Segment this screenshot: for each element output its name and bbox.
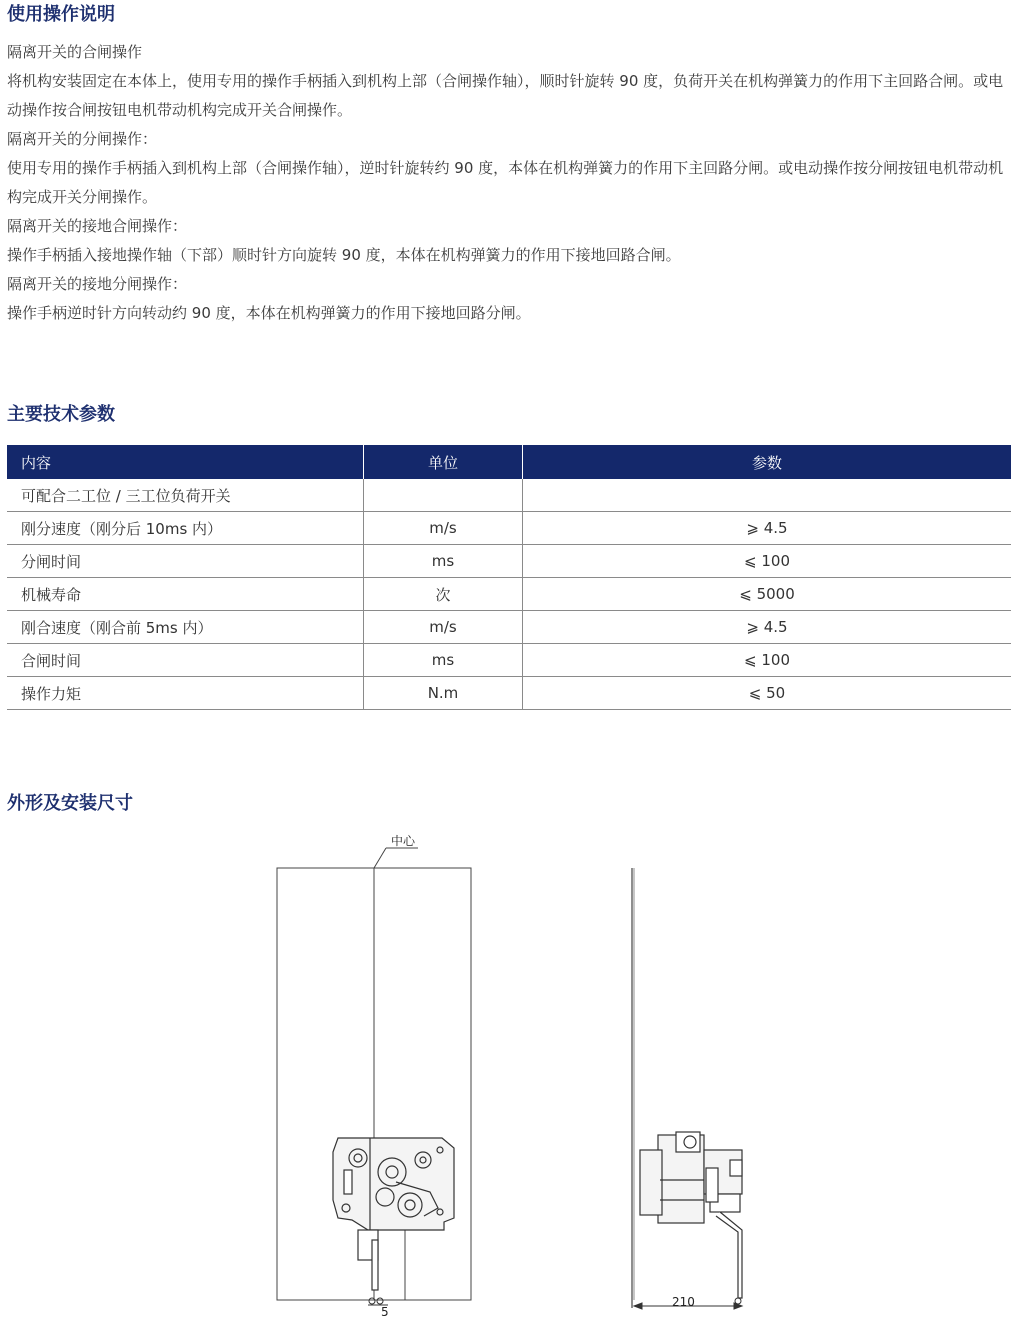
params-title: 主要技术参数 [7, 404, 115, 425]
cell-unit: 次 [364, 578, 523, 611]
cell-unit: N.m [364, 677, 523, 710]
header-content: 内容 [7, 445, 364, 479]
front-mechanism [333, 1138, 454, 1290]
header-value: 参数 [523, 445, 1012, 479]
cell-value: ⩽ 100 [523, 545, 1012, 578]
params-table [7, 445, 1011, 710]
dim-side-label: 210 [672, 1295, 695, 1309]
cell-unit [364, 479, 523, 512]
table-row [7, 512, 1011, 545]
dimensions-title: 外形及安装尺寸 [7, 793, 133, 814]
cell-content: 操作力矩 [7, 677, 364, 710]
cell-value: ⩾ 4.5 [523, 611, 1012, 644]
table-row [7, 644, 1011, 677]
usage-line: 将机构安装固定在本体上，使用专用的操作手柄插入到机构上部（合闸操作轴），顺时针旋转 90 度，负荷开关在机构弹簧力的作用下主回路合闸。或电动操作按合闸按钮电机带动机构完成开关合闸操作。 [7, 72, 1004, 119]
center-leader [374, 848, 386, 868]
table-row [7, 578, 1011, 611]
cell-content: 合闸时间 [7, 644, 364, 677]
table-row [7, 479, 1011, 512]
cell-unit: m/s [364, 611, 523, 644]
table-row [7, 611, 1011, 644]
usage-line: 隔离开关的接地分闸操作： [7, 275, 188, 293]
usage-line: 使用专用的操作手柄插入到机构上部（合闸操作轴），逆时针旋转约 90 度，本体在机构弹簧力的作用下主回路分闸。或电动操作按分闸按钮电机带动机构完成开关分闸操作。 [7, 159, 1004, 206]
cell-value [523, 479, 1012, 512]
side-view [632, 868, 634, 1308]
cell-value: ⩽ 50 [523, 677, 1012, 710]
header-unit: 单位 [364, 445, 523, 479]
cell-content: 刚合速度（刚合前 5ms 内） [7, 611, 364, 644]
cell-unit: ms [364, 644, 523, 677]
usage-line: 隔离开关的合闸操作 [7, 43, 143, 61]
usage-line: 隔离开关的分闸操作： [7, 130, 158, 148]
cell-value: ⩽ 100 [523, 644, 1012, 677]
cell-value: ⩽ 5000 [523, 578, 1012, 611]
installation-drawing [0, 820, 1016, 1320]
cell-unit: ms [364, 545, 523, 578]
cell-content: 刚分速度（刚分后 10ms 内） [7, 512, 364, 545]
cell-value: ⩾ 4.5 [523, 512, 1012, 545]
front-dimension [368, 1298, 388, 1305]
cell-content: 机械寿命 [7, 578, 364, 611]
table-row [7, 545, 1011, 578]
cell-content: 分闸时间 [7, 545, 364, 578]
usage-line: 操作手柄逆时针方向转动约 90 度，本体在机构弹簧力的作用下接地回路分闸。 [7, 304, 531, 322]
side-mechanism [640, 1132, 742, 1298]
params-header-row [7, 445, 1011, 479]
usage-title: 使用操作说明 [7, 4, 115, 25]
cell-unit: m/s [364, 512, 523, 545]
center-label: 中心 [391, 834, 416, 848]
usage-text [7, 38, 1013, 328]
table-row [7, 677, 1011, 710]
cell-content: 可配合二工位 / 三工位负荷开关 [7, 479, 364, 512]
dim-front-label: 5 [381, 1305, 389, 1319]
usage-line: 隔离开关的接地合闸操作： [7, 217, 188, 235]
usage-line: 操作手柄插入接地操作轴（下部）顺时针方向旋转 90 度，本体在机构弹簧力的作用下接地回路合闸。 [7, 246, 681, 264]
